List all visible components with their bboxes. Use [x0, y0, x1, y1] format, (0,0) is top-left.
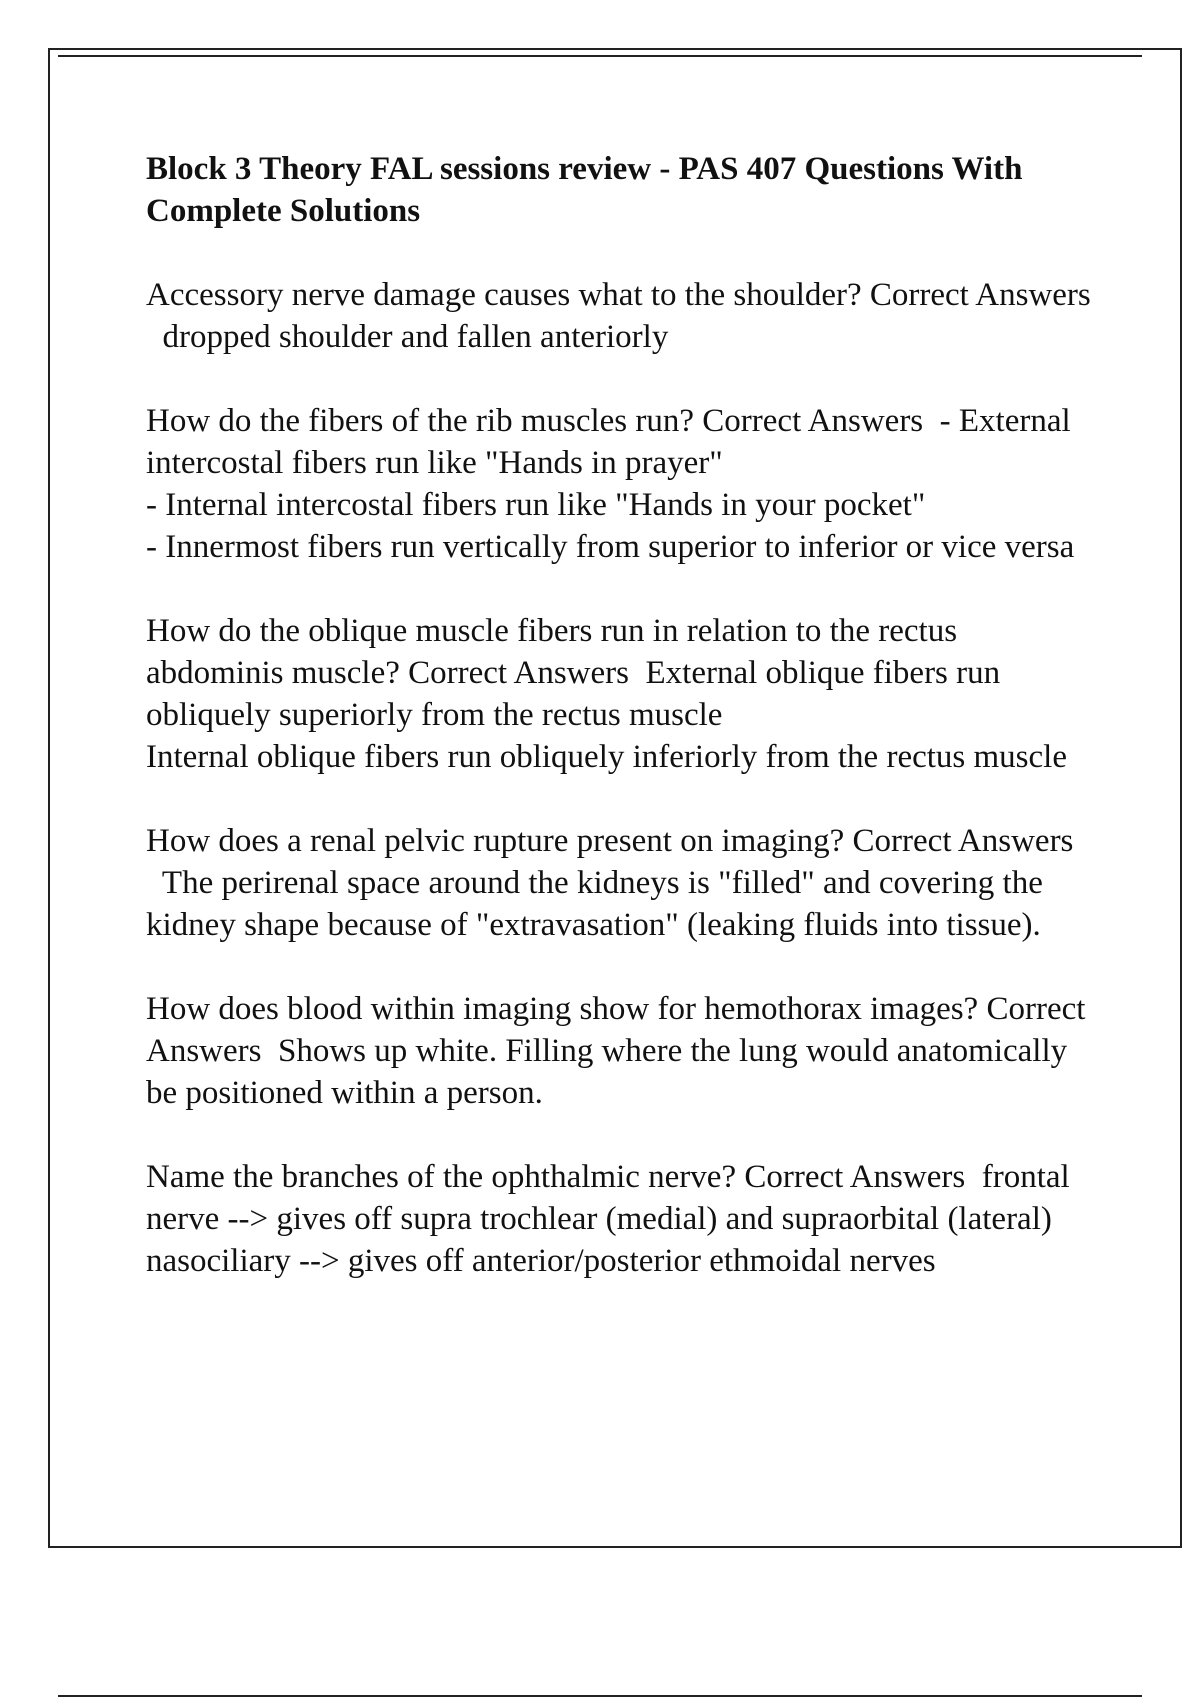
document-title: Block 3 Theory FAL sessions review - PAS 407 Questions With Complete Solutions	[146, 151, 1023, 229]
answer-text: The perirenal space around the kidneys is "filled" and covering the kidney shape because of "extravasation" (leaking fluids into tissue).	[146, 865, 1043, 943]
question-text: How do the oblique muscle fibers run in relation to the rectus abdominis muscle?	[146, 613, 958, 691]
footer-rule	[58, 1695, 1142, 1697]
answer-text: nasociliary --> gives off anterior/posterior ethmoidal nerves	[146, 1243, 936, 1279]
question-text: Name the branches of the ophthalmic nerve?	[146, 1159, 737, 1195]
answer-text: Shows up white. Filling where the lung would anatomically be positioned within a person.	[146, 1033, 1068, 1111]
answer-text: - External intercostal fibers run like "Hands in prayer"	[146, 403, 1071, 481]
answer-text: dropped shoulder and fallen anteriorly	[162, 319, 669, 355]
question-text: How does a renal pelvic rupture present on imaging?	[146, 823, 845, 859]
qa-item-oblique-muscles	[146, 610, 1096, 778]
answer-label: Correct Answers	[869, 277, 1091, 313]
qa-item-renal-pelvic-rupture	[146, 820, 1096, 946]
answer-label: Correct Answers	[408, 655, 629, 691]
answer-label: Correct Answers	[852, 823, 1074, 859]
answer-label: Correct Answers	[744, 1159, 966, 1195]
document-body	[146, 148, 1096, 1324]
answer-text: - Innermost fibers run vertically from superior to inferior or vice versa	[146, 529, 1075, 565]
header-rule	[58, 55, 1142, 57]
answer-text: External oblique fibers run obliquely superiorly from the rectus muscle	[146, 655, 1001, 733]
answer-label: Correct Answers	[146, 991, 1086, 1069]
answer-label: Correct Answers	[702, 403, 924, 439]
question-text: How does blood within imaging show for hemothorax images?	[146, 991, 979, 1027]
answer-text: frontal nerve --> gives off supra trochlear (medial) and supraorbital (lateral)	[146, 1159, 1070, 1237]
answer-text: - Internal intercostal fibers run like "Hands in your pocket"	[146, 487, 926, 523]
question-text: How do the fibers of the rib muscles run?	[146, 403, 695, 439]
qa-item-ophthalmic-nerve	[146, 1156, 1096, 1282]
qa-item-rib-muscles	[146, 400, 1096, 568]
question-text: Accessory nerve damage causes what to the shoulder?	[146, 277, 862, 313]
qa-item-accessory-nerve	[146, 274, 1096, 358]
qa-item-hemothorax	[146, 988, 1096, 1114]
answer-text: Internal oblique fibers run obliquely inferiorly from the rectus muscle	[146, 739, 1067, 775]
